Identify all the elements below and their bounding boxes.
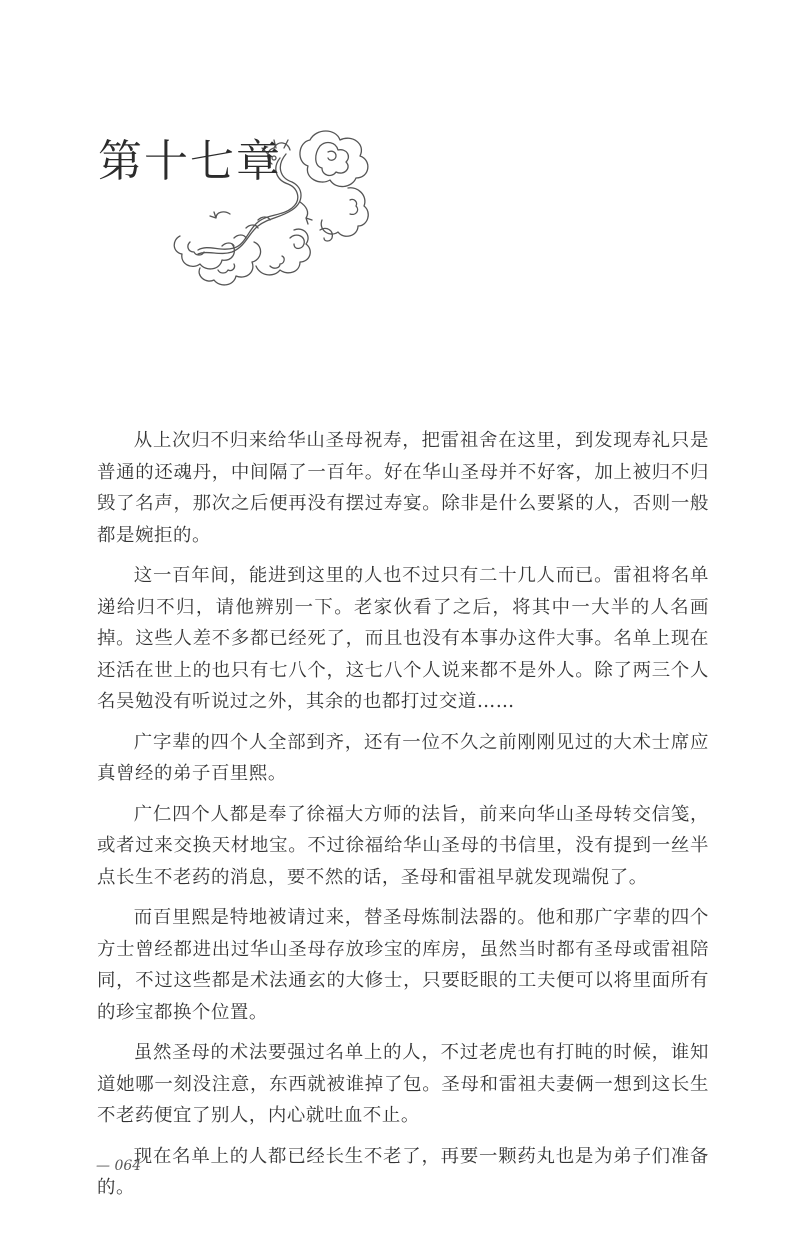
page-number: — 064 — [96, 1158, 142, 1174]
chapter-title: 第十七章 — [98, 136, 282, 187]
paragraph: 现在名单上的人都已经长生不老了，再要一颗药丸也是为弟子们准备的。 — [97, 1145, 709, 1198]
paragraph: 从上次归不归来给华山圣母祝寿，把雷祖舍在这里，到发现寿礼只是普通的还魂丹，中间隔了一百年。好在华山圣母并不好客，加上被归不归毁了名声，那次之后便再没有摆过寿宴。除非是什么要紧的人，否则一般都是婉拒的。 — [97, 430, 709, 546]
paragraph: 这一百年间，能进到这里的人也不过只有二十几人而已。雷祖将名单递给归不归，请他辨别一下。老家伙看了之后，将其中一大半的人名画掉。这些人差不多都已经死了，而且也没有本事办这件大事。名单上现在还活在世上的也只有七八个，这七八个人说来都不是外人。除了两三个人名吴勉没有听说过之外，其余的也都打过交道…… — [97, 565, 709, 712]
paragraph: 而百里熙是特地被请过来，替圣母炼制法器的。他和那广字辈的四个方士曾经都进出过华山圣母存放珍宝的库房，虽然当时都有圣母或雷祖陪同，不过这些都是术法通玄的大修士，只要眨眼的工夫便可以将里面所有的珍宝都换个位置。 — [97, 907, 709, 1023]
body-text — [97, 425, 709, 1213]
paragraph: 广仁四个人都是奉了徐福大方师的法旨，前来向华山圣母转交信笺，或者过来交换天材地宝。不过徐福给华山圣母的书信里，没有提到一丝半点长生不老药的消息，要不然的话，圣母和雷祖早就发现端倪了。 — [97, 803, 709, 888]
paragraph: 广字辈的四个人全部到齐，还有一位不久之前刚刚见过的大术士席应真曾经的弟子百里熙。 — [97, 731, 709, 784]
paragraph: 虽然圣母的术法要强过名单上的人，不过老虎也有打盹的时候，谁知道她哪一刻没注意，东西就被谁掉了包。圣母和雷祖夫妻俩一想到这长生不老药便宜了别人，内心就吐血不止。 — [97, 1042, 709, 1126]
